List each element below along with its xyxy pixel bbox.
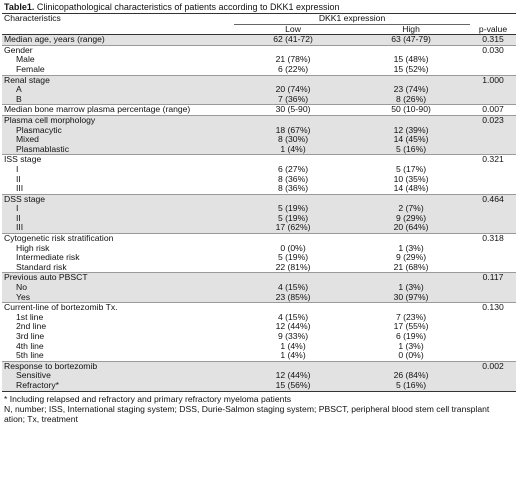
header-high: High [352,25,470,35]
table-caption [4,2,340,12]
row-label: No [2,283,234,293]
cell-pvalue [470,322,516,332]
row-label: 4th line [16,340,44,351]
cell-pvalue: 1.000 [470,75,516,85]
table-row [2,303,516,313]
cell-pvalue [470,223,516,233]
characteristics-table [2,13,516,392]
row-label: A [2,85,234,95]
cell-pvalue: 0.023 [470,115,516,125]
table-row [2,35,516,46]
cell-high: 63 (47-79) [352,35,470,46]
table-title: Clinicopathological characteristics of patients according to DKK1 expression [34,2,340,12]
table-row [2,55,516,65]
cell-low: 15 (56%) [234,381,352,391]
row-label: High risk [16,242,50,253]
cell-low: 18 (67%) [234,126,352,136]
cell-high: 9 (29%) [352,214,470,224]
cell-pvalue [470,351,516,361]
header-dkk1-group: DKK1 expression [234,14,470,25]
cell-pvalue: 0.321 [470,155,516,165]
cell-pvalue [470,293,516,303]
table-row [2,234,516,244]
header-low: Low [234,25,352,35]
cell-high: 8 (26%) [352,95,470,105]
row-label: DSS stage [2,194,234,204]
table-row [2,322,516,332]
cell-low: 6 (27%) [277,163,309,174]
table-row [2,126,516,136]
table-row [2,214,516,224]
row-label: Median age, years (range) [2,35,234,46]
table-row [2,135,516,145]
cell-high: 1 (3%) [398,242,424,253]
cell-high: 1 (3%) [352,283,470,293]
footnote-3: ation; Tx, treatment [4,414,78,424]
cell-high: 14 (48%) [393,183,429,194]
cell-low: 0 (0%) [280,242,306,253]
cell-low: 1 (4%) [280,340,306,351]
cell-low: 1 (4%) [280,350,306,361]
cell-high: 9 (29%) [395,252,427,263]
row-label: 5th line [16,350,44,361]
cell-high: 1 (3%) [398,340,424,351]
row-label: Gender [2,45,234,55]
cell-pvalue [470,332,516,342]
row-label: Median bone marrow plasma percentage (range) [2,105,234,116]
row-label: I [16,163,19,174]
cell-low: 7 (36%) [234,95,352,105]
row-label: Yes [2,293,234,303]
cell-pvalue: 0.315 [470,35,516,46]
cell-pvalue [470,371,516,381]
row-label: Plasmablastic [2,145,234,155]
row-label: Refractory* [2,381,234,391]
table-row [2,283,516,293]
table-row [2,332,516,342]
row-label: Previous auto PBSCT [2,273,234,283]
table-row [2,204,516,214]
cell-high: 15 (52%) [393,63,429,74]
row-label: 2nd line [16,321,47,332]
cell-pvalue [470,283,516,293]
cell-pvalue: 0.117 [470,273,516,283]
cell-pvalue: 0.002 [470,361,516,371]
cell-high: 5 (16%) [352,381,470,391]
cell-high: 15 (48%) [393,54,429,65]
header-row-2 [2,25,516,35]
cell-pvalue [470,145,516,155]
table-row [2,273,516,283]
cell-low: 8 (36%) [277,183,309,194]
cell-high: 50 (10-90) [352,105,470,116]
table-row [2,165,516,175]
header-characteristics: Characteristics [2,14,234,25]
cell-low: 8 (30%) [234,135,352,145]
cell-pvalue: 0.030 [470,45,516,55]
cell-pvalue: 0.318 [470,234,516,244]
cell-low: 62 (41-72) [234,35,352,46]
cell-pvalue: 0.130 [470,303,516,313]
cell-pvalue [470,85,516,95]
cell-high: 2 (7%) [352,204,470,214]
cell-high: 5 (17%) [395,163,427,174]
table-row [2,45,516,55]
table-row [2,105,516,116]
cell-low: 17 (62%) [234,223,352,233]
cell-high: 21 (68%) [393,261,429,272]
cell-low: 5 (19%) [234,204,352,214]
row-label: Mixed [2,135,234,145]
table-row [2,85,516,95]
row-label: Plasma cell morphology [2,115,234,125]
cell-high: 6 (19%) [395,331,427,341]
row-label: II [16,173,21,184]
table-row [2,381,516,391]
row-label: Plasmacytic [2,126,234,136]
table-row [2,263,516,273]
cell-pvalue [470,184,516,194]
row-label: II [2,214,234,224]
cell-low: 12 (44%) [275,321,311,332]
cell-low: 22 (81%) [275,261,311,272]
row-label: Intermediate risk [16,252,80,263]
table-row [2,253,516,263]
header-row-1 [2,14,516,25]
row-label: Male [16,54,35,65]
table-row [2,175,516,185]
row-label: Sensitive [2,371,234,381]
cell-pvalue: 0.007 [470,105,516,116]
row-label: B [2,95,234,105]
cell-pvalue [470,204,516,214]
cell-pvalue [470,55,516,65]
row-label: I [2,204,234,214]
header-empty [2,25,234,35]
header-pvalue: p-value [470,25,516,35]
table-row [2,75,516,85]
row-label: Cytogenetic risk stratification [2,234,234,244]
cell-pvalue [470,135,516,145]
cell-pvalue [470,342,516,352]
cell-low: 5 (19%) [234,214,352,224]
cell-pvalue [470,381,516,391]
cell-high: 14 (45%) [352,135,470,145]
cell-high: 10 (35%) [393,173,429,184]
cell-high: 20 (64%) [352,223,470,233]
cell-low: 30 (5-90) [234,105,352,116]
table-row [2,293,516,303]
cell-pvalue [470,313,516,323]
cell-pvalue [470,165,516,175]
cell-pvalue [470,65,516,75]
cell-high: 12 (39%) [352,126,470,136]
cell-high: 26 (84%) [352,371,470,381]
cell-low: 5 (19%) [277,252,309,263]
cell-low: 23 (85%) [234,293,352,303]
cell-low: 21 (78%) [275,54,311,65]
row-label: III [2,223,234,233]
row-label: Female [16,63,45,74]
cell-low: 1 (4%) [234,145,352,155]
header-spacer [470,14,516,25]
table-row [2,313,516,323]
cell-pvalue: 0.464 [470,194,516,204]
cell-low: 4 (15%) [277,311,309,322]
row-label: Renal stage [2,75,234,85]
cell-pvalue [470,214,516,224]
table-number: Table1. [4,2,35,12]
cell-low: 12 (44%) [234,371,352,381]
cell-low: 6 (22%) [277,63,309,74]
row-label: Standard risk [16,261,67,272]
row-label: 1st line [16,311,44,322]
cell-low: 8 (36%) [277,173,309,184]
table-body [2,14,516,392]
row-label: Response to bortezomib [2,361,234,371]
table-row [2,65,516,75]
table-row [2,184,516,194]
table-row [2,145,516,155]
table-row [2,223,516,233]
cell-high: 23 (74%) [352,85,470,95]
cell-low: 9 (33%) [277,331,309,341]
cell-pvalue [470,244,516,254]
cell-low: 4 (15%) [234,283,352,293]
cell-pvalue [470,95,516,105]
table-row [2,371,516,381]
footnote-2: N, number; ISS, International staging system; DSS, Durie-Salmon staging system; PBSCT, peripheral blood stem cell transplant [4,404,490,414]
table-row [2,95,516,105]
cell-high: 5 (16%) [352,145,470,155]
table-row [2,361,516,371]
table-row [2,342,516,352]
cell-high: 30 (97%) [352,293,470,303]
cell-high: 0 (0%) [398,350,424,361]
table-row [2,351,516,361]
table-row [2,115,516,125]
row-label: Current-line of bortezomib Tx. [2,303,234,313]
row-label: ISS stage [2,155,234,165]
cell-pvalue [470,175,516,185]
cell-pvalue [470,253,516,263]
cell-high: 7 (23%) [395,311,427,322]
cell-low: 20 (74%) [234,85,352,95]
cell-pvalue [470,126,516,136]
row-label: 3rd line [16,331,45,341]
footnote-1: * Including relapsed and refractory and primary refractory myeloma patients [4,394,292,404]
cell-high: 17 (55%) [393,321,429,332]
row-label: III [16,183,24,194]
table-row [2,194,516,204]
cell-pvalue [470,263,516,273]
table-row [2,155,516,165]
